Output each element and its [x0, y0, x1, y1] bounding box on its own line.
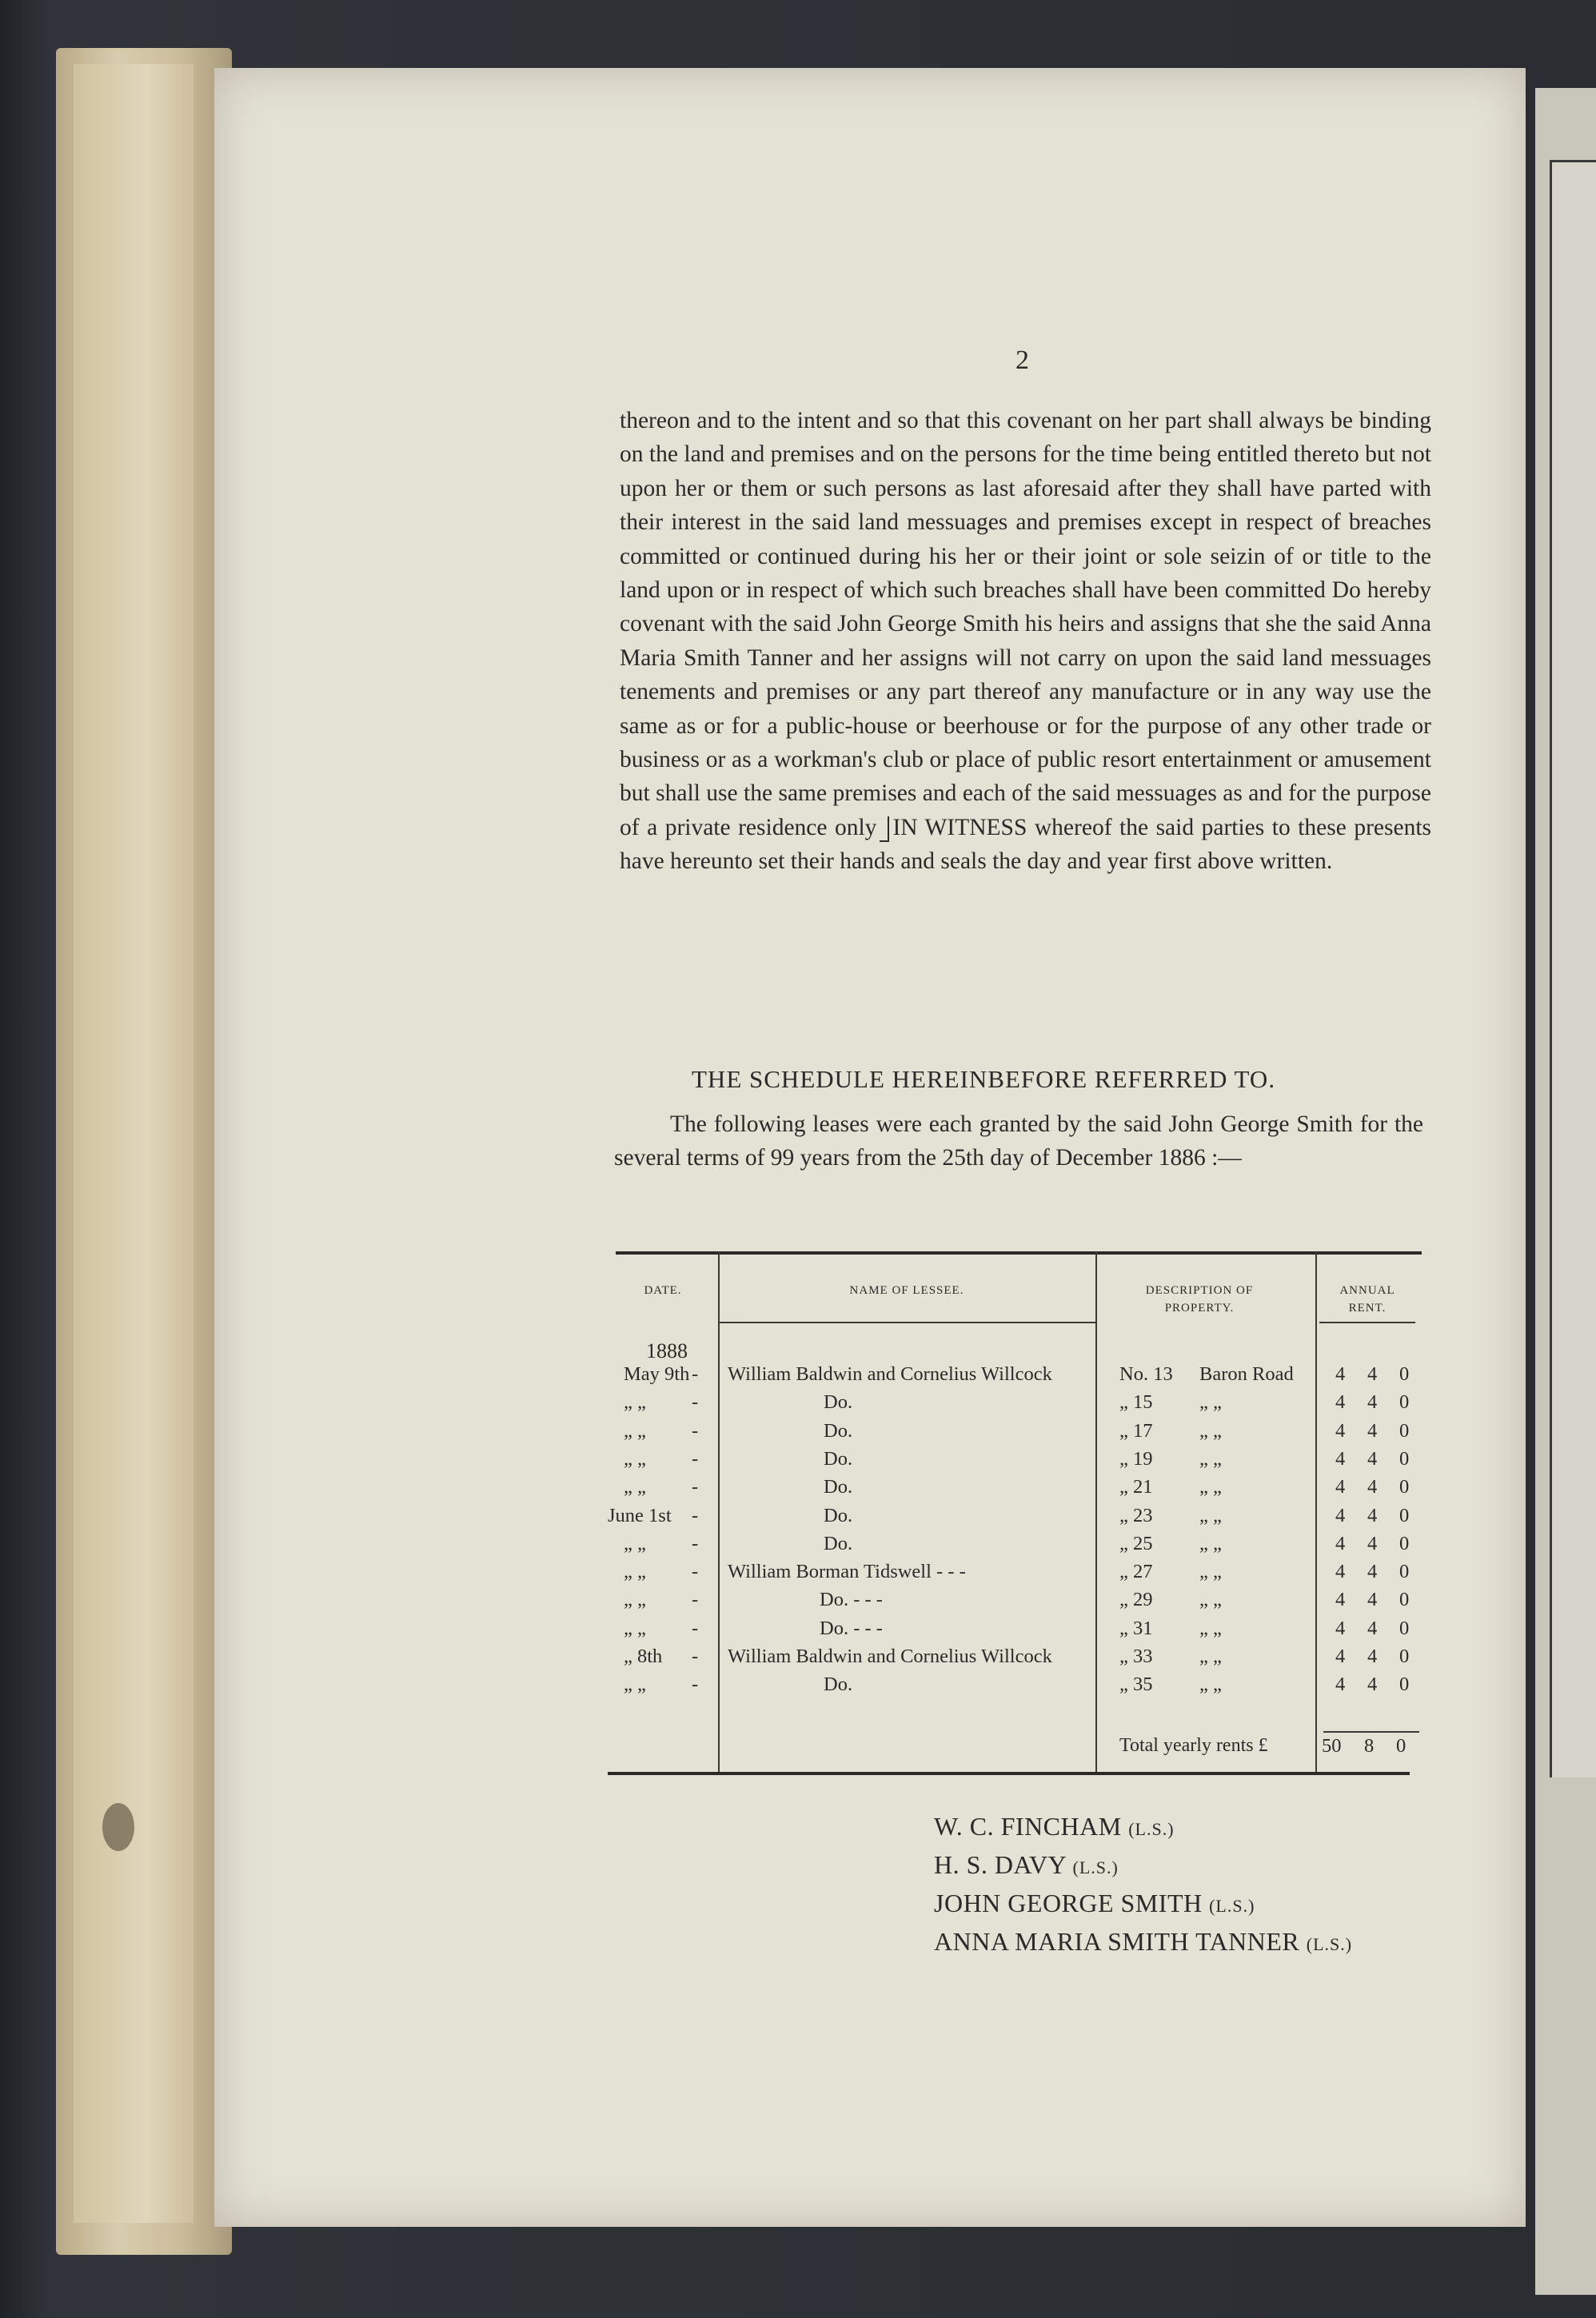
header-lessee: NAME OF LESSEE.	[849, 1284, 964, 1297]
row-number: „ 25	[1119, 1532, 1153, 1554]
row-pence: 0	[1399, 1419, 1410, 1442]
row-date: „ „	[624, 1447, 646, 1470]
row-number: „ 19	[1119, 1447, 1153, 1470]
signatory-name: W. C. FINCHAM	[934, 1812, 1122, 1841]
header-underline	[1319, 1322, 1415, 1323]
row-street: „ „	[1199, 1617, 1222, 1639]
signature-line	[934, 1809, 1352, 1847]
row-date: „ „	[624, 1561, 646, 1583]
table-top-rule	[616, 1251, 1422, 1255]
row-pounds: 4	[1335, 1674, 1346, 1696]
signatory-name: ANNA MARIA SMITH TANNER	[934, 1927, 1300, 1956]
row-dash: -	[692, 1532, 699, 1554]
column-divider	[718, 1251, 720, 1775]
row-lessee: Do.	[824, 1447, 853, 1470]
row-pence: 0	[1399, 1476, 1410, 1498]
row-dash: -	[692, 1646, 699, 1667]
seal-mark: (L.S.)	[1128, 1819, 1175, 1839]
row-number: „ 27	[1119, 1561, 1153, 1583]
row-dash: -	[692, 1561, 699, 1583]
row-shillings: 4	[1367, 1646, 1378, 1667]
row-shillings: 4	[1367, 1674, 1378, 1696]
row-pence: 0	[1399, 1646, 1410, 1667]
schedule-intro: The following leases were each granted by the said John George Smith for the several terms of 99 years from the 25th day of December 1886 :—	[614, 1111, 1423, 1171]
row-street: „ „	[1199, 1391, 1222, 1414]
signature-block	[934, 1809, 1352, 1962]
column-divider	[1315, 1251, 1317, 1775]
row-shillings: 4	[1367, 1447, 1378, 1470]
row-pounds: 4	[1335, 1504, 1346, 1526]
row-number: „ 31	[1119, 1617, 1153, 1639]
row-pence: 0	[1399, 1504, 1410, 1526]
signature-line	[934, 1885, 1352, 1924]
row-street: „ „	[1199, 1419, 1222, 1442]
row-date: „ „	[624, 1391, 646, 1414]
row-pence: 0	[1399, 1674, 1410, 1696]
witness-text: IN WITNESS whereof the said parties to these presents have hereunto set their hands and seals the day and year first above written.	[620, 814, 1431, 875]
row-date: May 9th	[624, 1363, 690, 1385]
header-date: DATE.	[644, 1284, 682, 1297]
year-label: 1888	[646, 1339, 688, 1362]
row-date: „ „	[624, 1617, 646, 1639]
row-dash: -	[692, 1447, 699, 1470]
row-shillings: 4	[1367, 1504, 1378, 1526]
row-number: „ 21	[1119, 1476, 1153, 1498]
header-rent: ANNUAL RENT.	[1339, 1284, 1395, 1315]
total-pounds: 50	[1322, 1735, 1342, 1757]
row-lessee: William Borman Tidswell - - -	[728, 1561, 966, 1583]
row-dash: -	[692, 1363, 699, 1385]
row-date: „ „	[624, 1476, 646, 1498]
signatory-name: H. S. DAVY	[934, 1850, 1067, 1879]
row-date: „ „	[624, 1674, 646, 1696]
row-pounds: 4	[1335, 1532, 1346, 1554]
seal-mark: (L.S.)	[1306, 1934, 1353, 1954]
bracket-mark	[880, 816, 889, 842]
row-shillings: 4	[1367, 1419, 1378, 1442]
row-date: June 1st	[608, 1504, 672, 1526]
deed-body-text	[620, 404, 1431, 879]
row-number: No. 13	[1119, 1363, 1173, 1385]
row-pounds: 4	[1335, 1447, 1346, 1470]
row-street: Baron Road	[1199, 1363, 1294, 1385]
header-description: DESCRIPTION OF PROPERTY.	[1145, 1284, 1254, 1315]
covenant-text: thereon and to the intent and so that this covenant on her part shall always be binding on the land and premises and on the persons for the time being entitled thereto but not upon her or them or such persons as last aforesaid after they shall have parted with their interest in the said land messuages and premises except in respect of breaches committed or continued during his her or their joint or sole seizin of or title to the land upon or in respect of which such breaches shall have been committed Do hereby covenant with the said John George Smith his heirs and assigns that she the said Anna Maria Smith Tanner and her assigns will not carry on upon the said land messuages tenements and premises or any part thereof any manufacture or in any way use the same as or for a public-house or beerhouse or for the purpose of any other trade or business or as a workman's club or place of public resort entertainment or amusement but shall use the same premises and each of the said messuages as and for the purpose of a private residence only	[620, 408, 1431, 840]
row-lessee: Do.	[824, 1532, 853, 1554]
row-lessee: Do. - - -	[820, 1589, 883, 1611]
row-lessee: Do.	[824, 1674, 853, 1696]
page-edges-inner	[74, 64, 194, 2223]
total-rule	[1323, 1731, 1419, 1733]
row-shillings: 4	[1367, 1391, 1378, 1414]
signature-line	[934, 1924, 1352, 1962]
row-number: „ 33	[1119, 1646, 1153, 1667]
row-street: „ „	[1199, 1476, 1222, 1498]
row-lessee: Do.	[824, 1391, 853, 1414]
page-stain	[102, 1803, 134, 1851]
row-lessee: Do. - - -	[820, 1617, 883, 1639]
column-divider	[1095, 1251, 1097, 1775]
row-date: „ „	[624, 1532, 646, 1554]
row-pence: 0	[1399, 1589, 1410, 1611]
row-pence: 0	[1399, 1391, 1410, 1414]
row-pounds: 4	[1335, 1617, 1346, 1639]
row-dash: -	[692, 1419, 699, 1442]
row-shillings: 4	[1367, 1532, 1378, 1554]
row-street: „ „	[1199, 1646, 1222, 1667]
page-number: 2	[1015, 345, 1029, 375]
row-dash: -	[692, 1504, 699, 1526]
row-lessee: Do.	[824, 1419, 853, 1442]
row-lessee: Do.	[824, 1476, 853, 1498]
row-shillings: 4	[1367, 1617, 1378, 1639]
row-pence: 0	[1399, 1532, 1410, 1554]
row-number: „ 29	[1119, 1589, 1153, 1611]
schedule-title: THE SCHEDULE HEREINBEFORE REFERRED TO.	[692, 1065, 1276, 1093]
total-label: Total yearly rents £	[1119, 1735, 1268, 1756]
row-pounds: 4	[1335, 1476, 1346, 1498]
lease-schedule-table	[608, 1251, 1422, 1775]
row-date: „ „	[624, 1589, 646, 1611]
row-dash: -	[692, 1476, 699, 1498]
facing-page-frame	[1550, 160, 1596, 1777]
total-shillings: 8	[1364, 1735, 1375, 1757]
row-pence: 0	[1399, 1561, 1410, 1583]
row-shillings: 4	[1367, 1589, 1378, 1611]
row-pounds: 4	[1335, 1419, 1346, 1442]
row-street: „ „	[1199, 1447, 1222, 1470]
row-pence: 0	[1399, 1447, 1410, 1470]
row-street: „ „	[1199, 1532, 1222, 1554]
row-shillings: 4	[1367, 1363, 1378, 1385]
row-date: „ „	[624, 1419, 646, 1442]
row-number: „ 35	[1119, 1674, 1153, 1696]
row-dash: -	[692, 1617, 699, 1639]
signature-line	[934, 1847, 1352, 1885]
row-pounds: 4	[1335, 1561, 1346, 1583]
row-pounds: 4	[1335, 1391, 1346, 1414]
row-shillings: 4	[1367, 1476, 1378, 1498]
row-lessee: Do.	[824, 1504, 853, 1526]
row-pounds: 4	[1335, 1363, 1346, 1385]
seal-mark: (L.S.)	[1209, 1896, 1255, 1916]
row-street: „ „	[1199, 1589, 1222, 1611]
total-pence: 0	[1396, 1735, 1406, 1757]
row-pounds: 4	[1335, 1646, 1346, 1667]
row-dash: -	[692, 1674, 699, 1696]
table-bottom-rule	[608, 1772, 1410, 1775]
row-date: „ 8th	[624, 1646, 663, 1667]
row-dash: -	[692, 1391, 699, 1414]
row-street: „ „	[1199, 1561, 1222, 1583]
row-number: „ 15	[1119, 1391, 1153, 1414]
row-street: „ „	[1199, 1674, 1222, 1696]
row-pence: 0	[1399, 1617, 1410, 1639]
seal-mark: (L.S.)	[1072, 1857, 1119, 1877]
row-lessee: William Baldwin and Cornelius Willcock	[728, 1646, 1052, 1667]
header-underline	[718, 1322, 1095, 1323]
row-number: „ 17	[1119, 1419, 1153, 1442]
row-lessee: William Baldwin and Cornelius Willcock	[728, 1363, 1052, 1385]
signatory-name: JOHN GEORGE SMITH	[934, 1889, 1203, 1917]
row-pence: 0	[1399, 1363, 1410, 1385]
row-shillings: 4	[1367, 1561, 1378, 1583]
row-pounds: 4	[1335, 1589, 1346, 1611]
row-street: „ „	[1199, 1504, 1222, 1526]
row-number: „ 23	[1119, 1504, 1153, 1526]
row-dash: -	[692, 1589, 699, 1611]
